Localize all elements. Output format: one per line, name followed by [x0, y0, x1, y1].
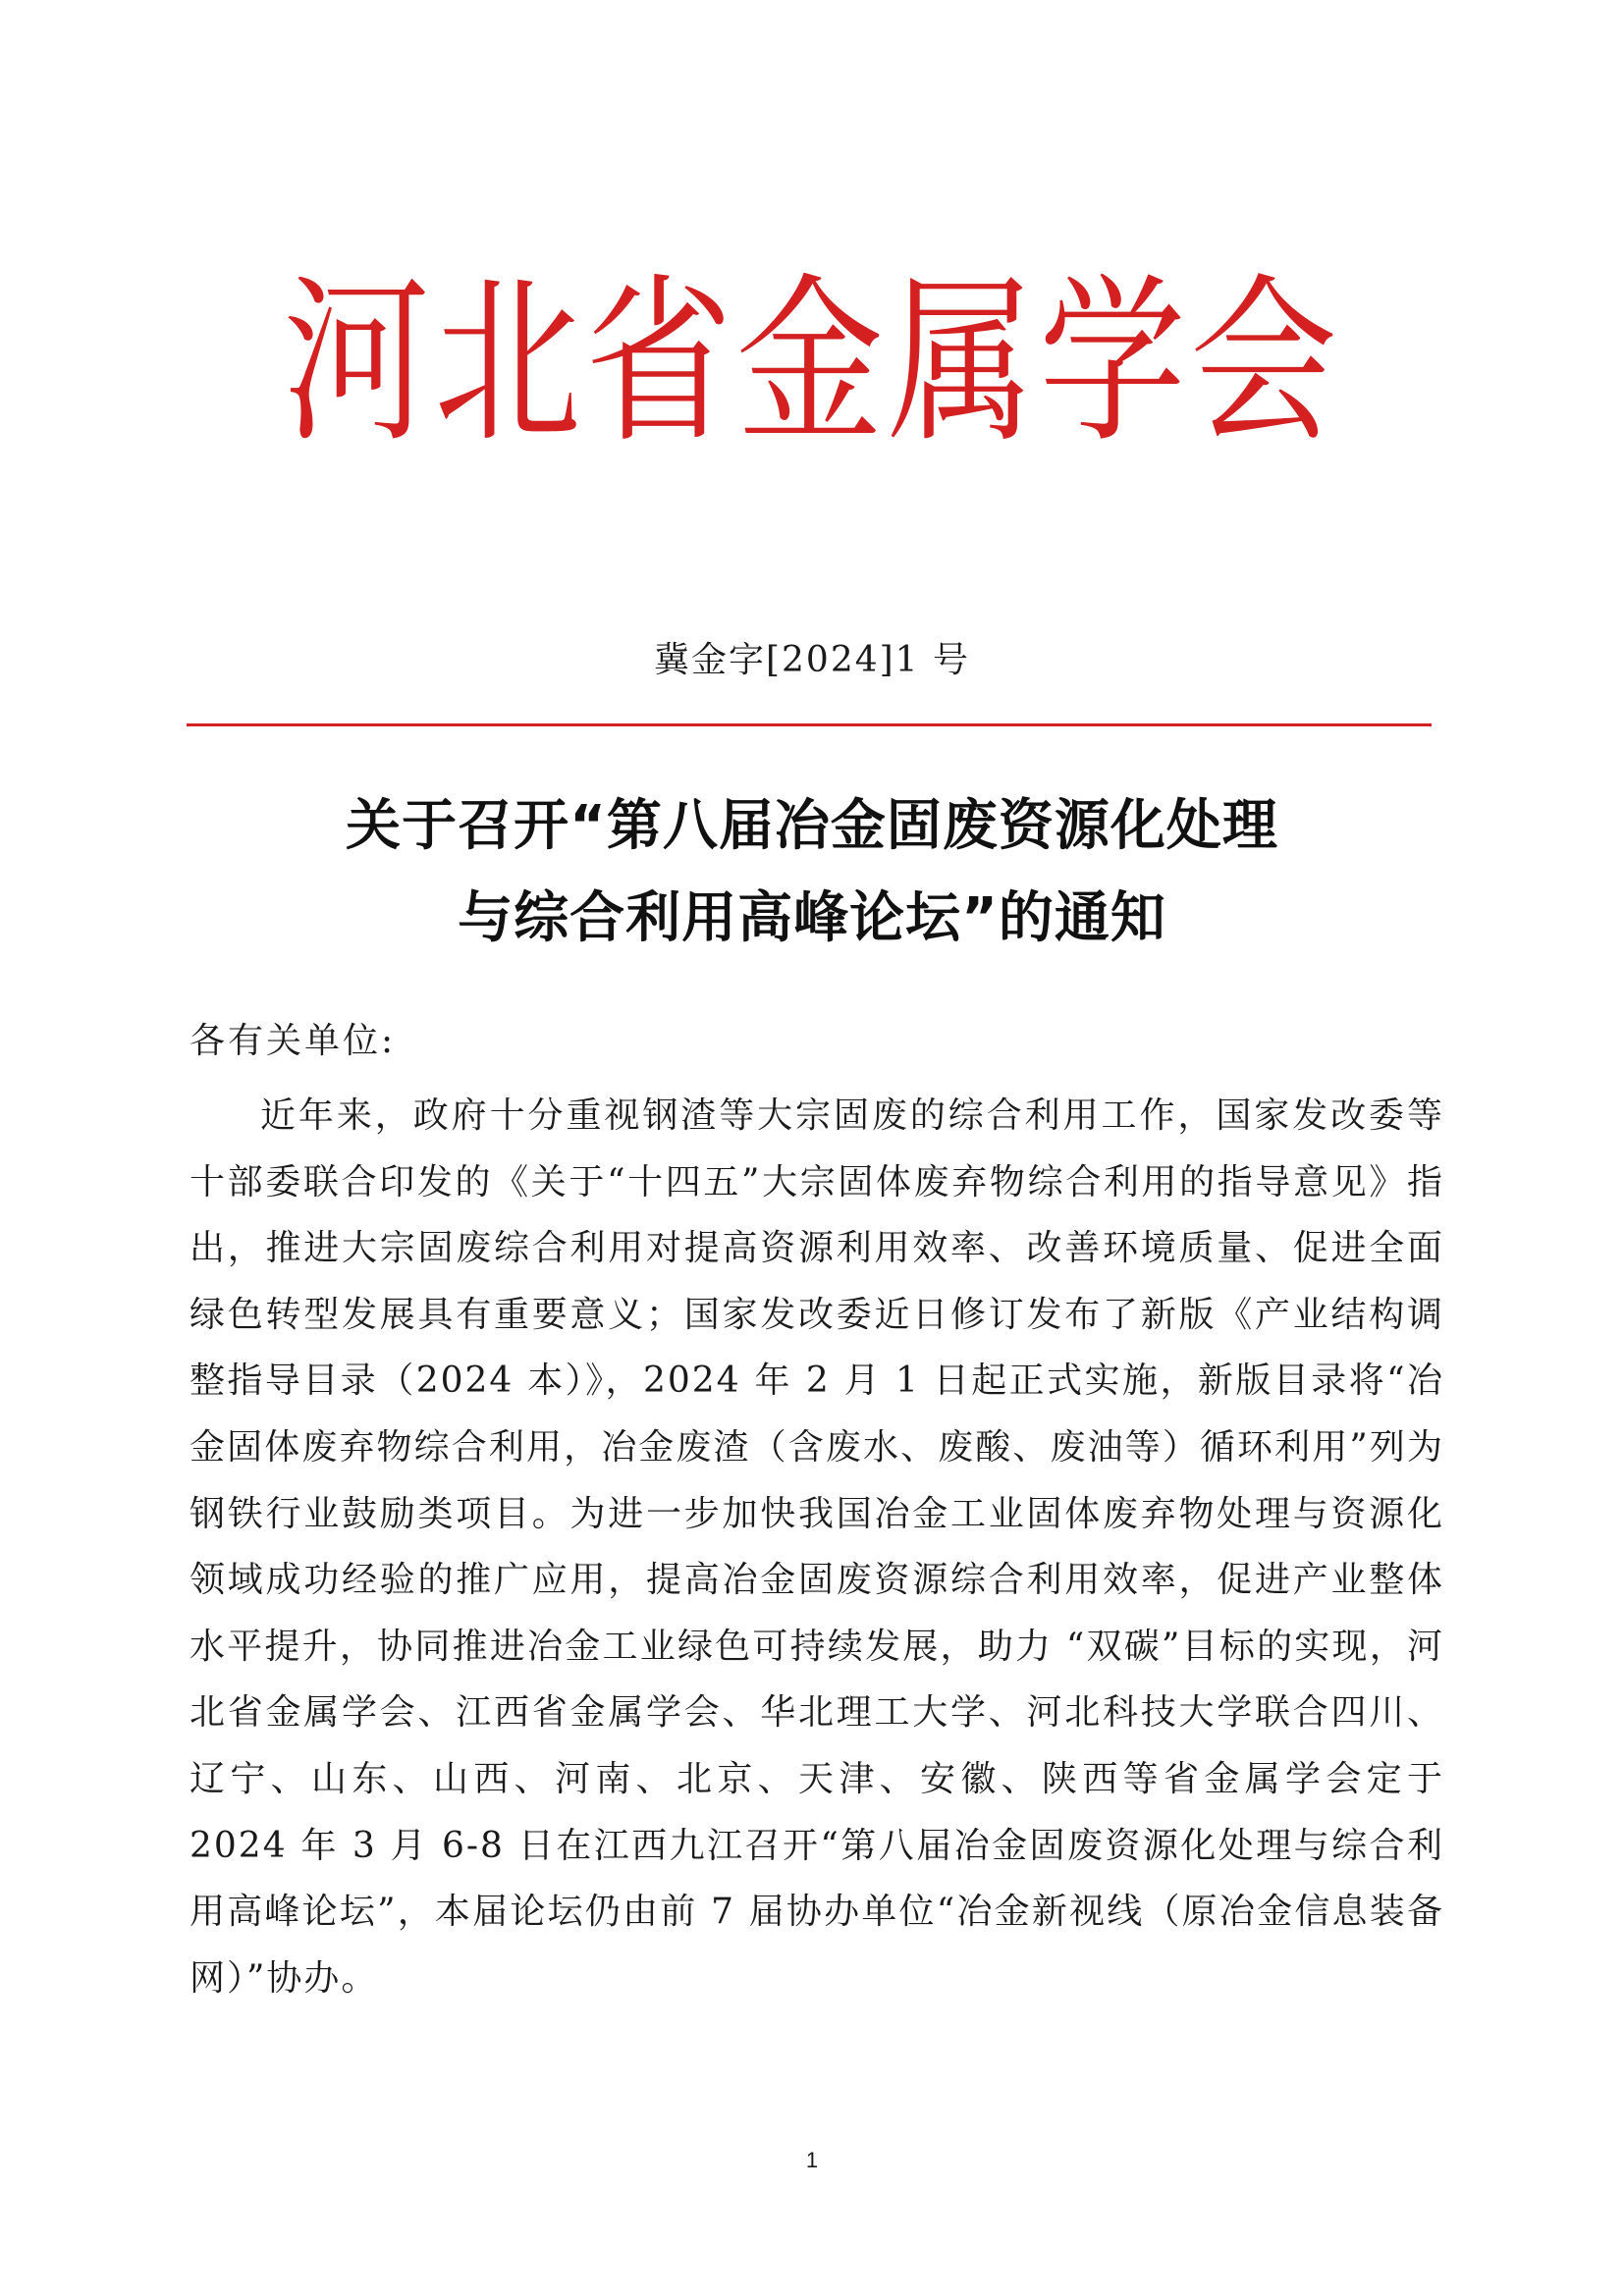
- title-line-2: 与综合利用高峰论坛”的通知: [458, 886, 1166, 950]
- red-divider-line: [187, 723, 1432, 726]
- organization-masthead: 河北省金属学会: [282, 258, 1341, 468]
- page-number: 1: [805, 2148, 819, 2172]
- document-number: 冀金字[2024]1 号: [653, 640, 971, 680]
- body-paragraph: 近年来，政府十分重视钢渣等大宗固废的综合利用工作，国家发改委等十部委联合印发的《关于“十四五”大宗固体废弃物综合利用的指导意见》指出，推进大宗固废综合利用对提高资源利用效率、改善环境质量、促进全面绿色转型发展具有重要意义；国家发改委近日修订发布了新版《产业结构调整指导目录（2024 本）》，2024 年 2 月 1 日起正式实施，新版目录将“冶金固体废弃物综合利用，冶金废渣（含废水、废酸、废油等）循环利用”列为钢铁行业鼓励类项目。为进一步加快我国冶金工业固体废弃物处理与资源化领域成功经验的推广应用，提高冶金固废资源综合利用效率，促进产业整体水平提升，协同推进冶金工业绿色可持续发展，助力 “双碳”目标的实现，河北省金属学会、江西省金属学会、华北理工大学、河北科技大学联合四川、辽宁、山东、山西、河南、北京、天津、安徽、陕西等省金属学会定于 2024 年 3 月 6-8 日在江西九江召开“第八届冶金固废资源化处理与综合利用高峰论坛”，本届论坛仍由前 7 届协办单位“冶金新视线（原冶金信息装备网）”协办。: [189, 1095, 1444, 1999]
- title-line-1: 关于召开“第八届冶金固废资源化处理: [346, 794, 1278, 858]
- notice-title: [0, 780, 1624, 965]
- salutation: 各有关单位:: [189, 1021, 397, 1061]
